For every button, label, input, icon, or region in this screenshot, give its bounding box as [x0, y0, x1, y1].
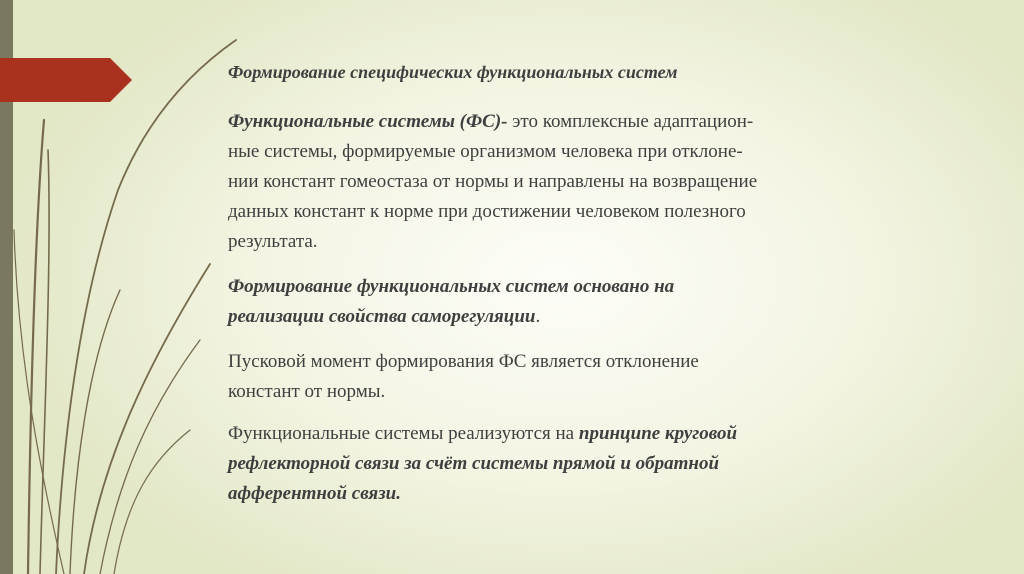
definition-text: это комплексные адаптацион- ные системы, формируемые организмом человека при отклоне- нии констант гомеостаза от нормы и направлены на возвращение данных констант к норме при достижении человеком полезного результата. [228, 111, 758, 252]
paragraph-self-regulation [228, 272, 948, 332]
slide-title: Формирование специфических функциональных систем [228, 62, 678, 82]
self-regulation-end: . [535, 306, 541, 327]
paragraph-trigger: Пусковой момент формирования ФС является отклонение констант от нормы. [228, 351, 699, 402]
principle-intro: Функциональные системы реализуются на [228, 423, 579, 444]
paragraph-principle [228, 419, 948, 509]
principle-text: принципе круговой рефлекторной связи за счёт системы прямой и обратной афферентной связи. [228, 423, 738, 504]
self-regulation-text: Формирование функциональных систем основано на реализации свойства саморегуляции [228, 276, 675, 327]
paragraph-definition [228, 107, 948, 257]
definition-term: Функциональные системы (ФС)- [228, 111, 508, 132]
red-arrow-ribbon [0, 58, 132, 102]
